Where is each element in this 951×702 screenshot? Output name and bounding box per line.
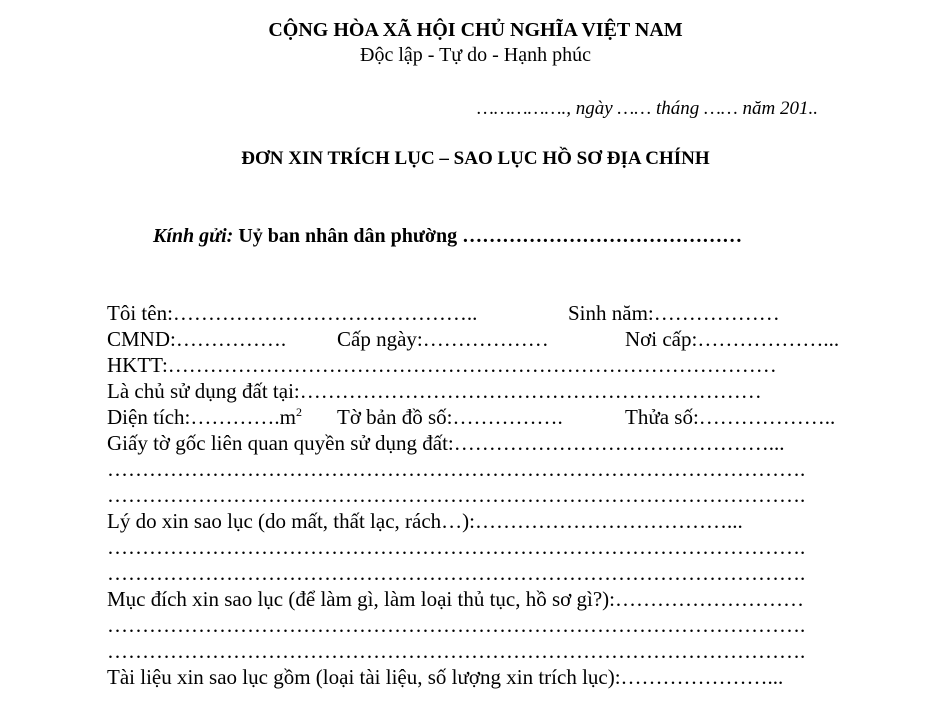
reason-field: Lý do xin sao lục (do mất, thất lạc, rách…):………………………………... <box>107 509 743 533</box>
document-title: ĐƠN XIN TRÍCH LỤC – SAO LỤC HỒ SƠ ĐỊA CHÍNH <box>241 148 710 169</box>
documents-field: Tài liệu xin sao lục gồm (loại tài liệu, số lượng xin trích lục):…………………... <box>107 665 784 689</box>
reason-line-2: ………………………………………………………………………………………. <box>107 535 806 559</box>
area-text: Diện tích:………….m <box>107 405 296 429</box>
motto: Độc lập - Tự do - Hạnh phúc <box>360 44 591 66</box>
recipient-value: Uỷ ban nhân dân phường …………………………………… <box>233 225 743 247</box>
land-user-field: Là chủ sử dụng đất tại:………………………………………………………… <box>107 379 762 403</box>
reason-line-3: ………………………………………………………………………………………. <box>107 561 806 585</box>
original-docs-line-2: ………………………………………………………………………………………. <box>107 457 806 481</box>
purpose-field: Mục đích xin sao lục (để làm gì, làm loại thủ tục, hồ sơ gì?):……………………… <box>107 587 804 611</box>
map-sheet-field: Tờ bản đồ số:……………. <box>337 405 563 429</box>
issue-place-field: Nơi cấp:………………... <box>625 327 840 351</box>
area-field <box>107 407 302 428</box>
parcel-field: Thửa số:……………….. <box>625 405 836 429</box>
purpose-line-3: ………………………………………………………………………………………. <box>107 639 806 663</box>
birth-year-field: Sinh năm:……………… <box>568 301 780 325</box>
nation-header: CỘNG HÒA XÃ HỘI CHỦ NGHĨA VIỆT NAM <box>268 19 683 41</box>
id-card-field: CMND:……………. <box>107 327 287 351</box>
recipient-label: Kính gửi: <box>153 225 234 247</box>
date-line: ……………., ngày …… tháng …… năm 201.. <box>477 98 818 119</box>
recipient-line <box>153 226 742 246</box>
issue-date-field: Cấp ngày:……………… <box>337 327 549 351</box>
residence-field: HKTT:…………………………………………………………………………… <box>107 353 777 377</box>
name-field: Tôi tên:…………………………………….. <box>107 301 478 325</box>
area-unit-superscript: 2 <box>295 405 302 419</box>
purpose-line-2: ………………………………………………………………………………………. <box>107 613 806 637</box>
original-docs-field: Giấy tờ gốc liên quan quyền sử dụng đất:………………………………………... <box>107 431 785 455</box>
original-docs-line-3: ………………………………………………………………………………………. <box>107 483 806 507</box>
